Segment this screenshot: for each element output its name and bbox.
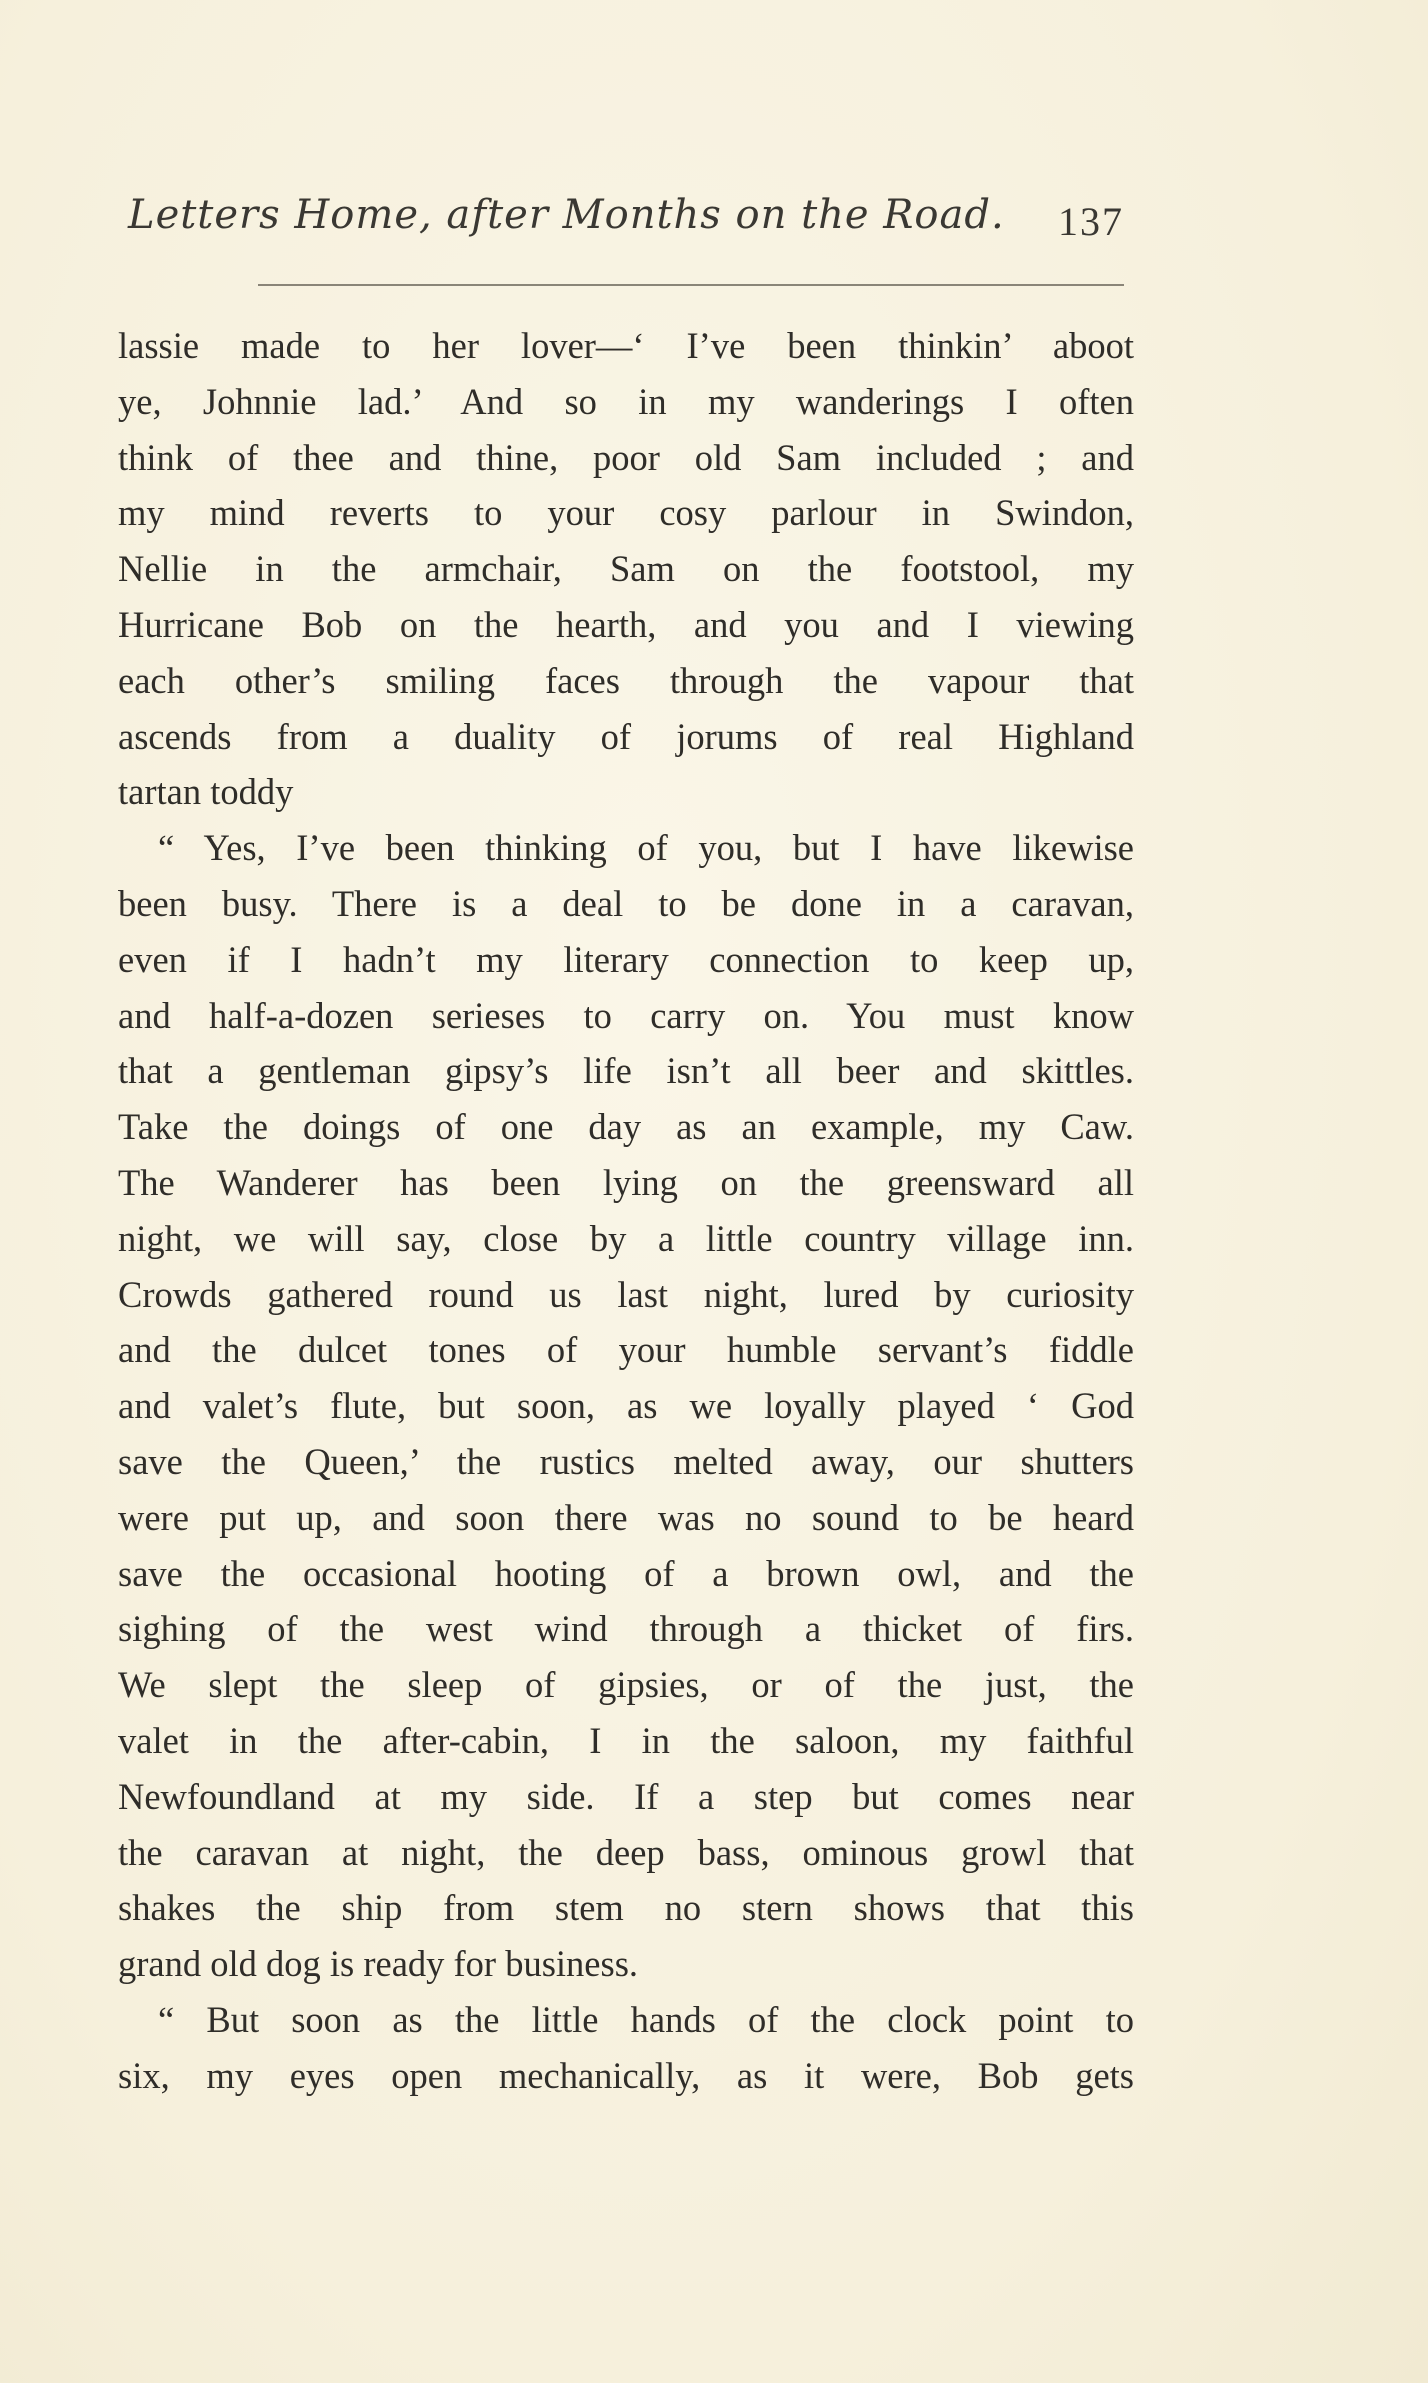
text-line: Newfoundland at my side. If a step but comes near (118, 1775, 1134, 1817)
text-line: “ Yes, I’ve been thinking of you, but I have likewise (158, 827, 1134, 869)
text-line: grand old dog is ready for business. (118, 1943, 639, 1985)
text-line: Hurricane Bob on the hearth, and you and I viewing (118, 603, 1134, 645)
text-line: and half-a-dozen serieses to carry on. You must know (118, 994, 1134, 1036)
text-line: The Wanderer has been lying on the greensward all (118, 1161, 1134, 1203)
text-line: Take the doings of one day as an example, my Caw. (118, 1106, 1134, 1148)
text-line: even if I hadn’t my literary connection to keep up, (118, 938, 1134, 980)
text-line: save the Queen,’ the rustics melted away, our shutters (118, 1440, 1134, 1482)
text-line: and valet’s flute, but soon, as we loyally played ‘ God (118, 1385, 1134, 1427)
text-line: night, we will say, close by a little country village inn. (118, 1217, 1134, 1259)
text-line: ascends from a duality of jorums of real Highland (118, 715, 1134, 757)
text-line: save the occasional hooting of a brown owl, and the (118, 1552, 1134, 1594)
text-line: ye, Johnnie lad.’ And so in my wanderings I often (118, 380, 1134, 422)
text-line: tartan toddy (118, 771, 294, 813)
text-line: think of thee and thine, poor old Sam included ; and (118, 436, 1134, 478)
text-line: that a gentleman gipsy’s life isn’t all beer and skittles. (118, 1050, 1134, 1092)
text-line: shakes the ship from stem no stern shows that this (118, 1887, 1134, 1929)
text-line: lassie made to her lover—‘ I’ve been thinkin’ aboot (118, 325, 1134, 366)
text-line: were put up, and soon there was no sound to be heard (118, 1496, 1134, 1538)
running-head (128, 192, 1128, 256)
text-line: valet in the after-cabin, I in the saloon, my faithful (118, 1719, 1134, 1761)
header-rule (258, 284, 1124, 286)
text-line: six, my eyes open mechanically, as it were, Bob gets (118, 2054, 1134, 2096)
text-line: been busy. There is a deal to be done in a caravan, (118, 882, 1134, 924)
text-line: We slept the sleep of gipsies, or of the just, the (118, 1664, 1134, 1706)
page-number: 137 (1058, 199, 1124, 244)
text-line: Nellie in the armchair, Sam on the footstool, my (118, 548, 1134, 590)
text-line: “ But soon as the little hands of the clock point to (158, 1998, 1134, 2040)
running-title: Letters Home, after Months on the Road. (128, 192, 1005, 238)
body-text (118, 318, 1134, 2104)
text-line: the caravan at night, the deep bass, ominous growl that (118, 1831, 1134, 1873)
text-line: my mind reverts to your cosy parlour in Swindon, (118, 492, 1134, 534)
text-line: and the dulcet tones of your humble servant’s fiddle (118, 1329, 1134, 1371)
text-line: each other’s smiling faces through the vapour that (118, 659, 1134, 701)
text-line: Crowds gathered round us last night, lured by curiosity (118, 1273, 1134, 1315)
text-line: sighing of the west wind through a thicket of firs. (118, 1608, 1134, 1650)
